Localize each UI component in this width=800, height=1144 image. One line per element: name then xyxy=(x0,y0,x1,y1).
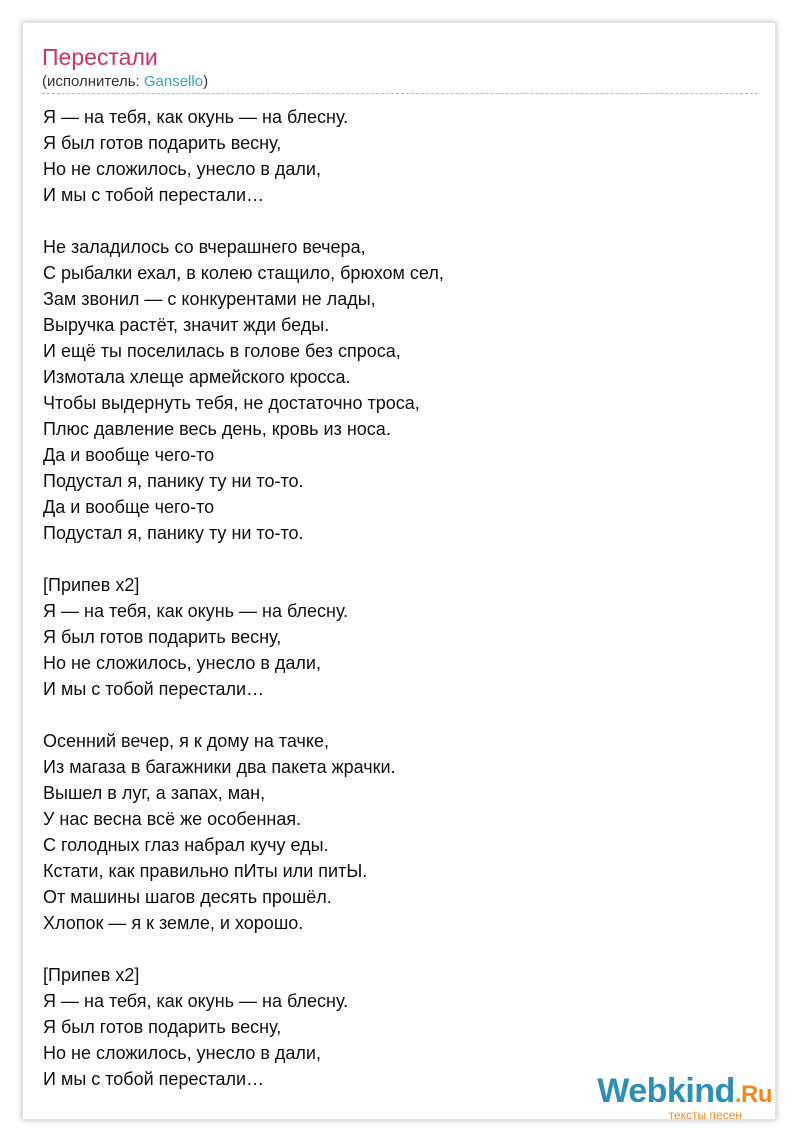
artist-link[interactable]: Gansello xyxy=(143,73,204,90)
lyric-line: Я был готов подарить весну, xyxy=(43,133,282,153)
lyric-line: Я — на тебя, как окунь — на блесну. xyxy=(43,991,349,1011)
lyric-line: Хлопок — я к земле, и хорошо. xyxy=(43,913,304,933)
lyric-line: Из магаза в багажники два пакета жрачки. xyxy=(43,757,396,777)
lyric-line: Но не сложилось, унесло в дали, xyxy=(43,159,321,179)
divider xyxy=(42,93,758,94)
lyric-line: Я — на тебя, как окунь — на блесну. xyxy=(43,601,349,621)
lyric-line: Но не сложилось, унесло в дали, xyxy=(43,653,321,673)
lyric-line: С голодных глаз набрал кучу еды. xyxy=(43,835,329,855)
lyric-line: Зам звонил — с конкурентами не лады, xyxy=(43,289,376,309)
lyric-line: Осенний вечер, я к дому на тачке, xyxy=(43,731,329,751)
lyric-line: Вышел в луг, а запах, ман, xyxy=(43,783,266,803)
lyric-line: Подустал я, панику ту ни то-то. xyxy=(43,523,304,543)
lyric-line: С рыбалки ехал, в колею стащило, брюхом сел, xyxy=(43,263,444,283)
lyric-line: Да и вообще чего-то xyxy=(43,497,215,517)
lyric-line: Выручка растёт, значит жди беды. xyxy=(43,315,330,335)
lyrics-text xyxy=(43,104,743,1092)
lyric-line: Но не сложилось, унесло в дали, xyxy=(43,1043,321,1063)
logo-tagline: тексты песен xyxy=(668,1108,742,1122)
lyric-line: Измотала хлеще армейского кросса. xyxy=(43,367,351,387)
artist-prefix: (исполнитель: xyxy=(42,73,144,90)
lyric-line: И ещё ты поселилась в голове без спроса, xyxy=(43,341,401,361)
lyric-line: Кстати, как правильно пИты или питЫ. xyxy=(43,861,368,881)
lyric-line: [Припев x2] xyxy=(43,575,140,595)
stanza-break xyxy=(43,936,743,962)
lyric-line: Да и вообще чего-то xyxy=(43,445,215,465)
stanza-break xyxy=(43,208,743,234)
song-title: Перестали xyxy=(42,44,158,70)
logo-wordmark xyxy=(597,1074,772,1112)
artist-line xyxy=(42,73,208,91)
lyric-line: От машины шагов десять прошёл. xyxy=(43,887,332,907)
logo-tld: .Ru xyxy=(734,1081,772,1108)
lyric-line: И мы с тобой перестали… xyxy=(43,679,265,699)
stanza-break xyxy=(43,702,743,728)
lyric-line: Не заладилось со вчерашнего вечера, xyxy=(43,237,366,257)
lyric-line: Я был готов подарить весну, xyxy=(43,1017,282,1037)
lyric-line: Плюс давление весь день, кровь из носа. xyxy=(43,419,391,439)
site-logo[interactable] xyxy=(597,1074,772,1122)
lyric-line: И мы с тобой перестали… xyxy=(43,185,265,205)
lyric-line: Я — на тебя, как окунь — на блесну. xyxy=(43,107,349,127)
artist-suffix: ) xyxy=(203,73,209,90)
logo-brand: Webkind xyxy=(597,1072,735,1110)
stanza-break xyxy=(43,546,743,572)
lyric-line: Я был готов подарить весну, xyxy=(43,627,282,647)
lyric-line: Чтобы выдернуть тебя, не достаточно троса, xyxy=(43,393,420,413)
lyric-line: И мы с тобой перестали… xyxy=(43,1069,265,1089)
lyric-line: [Припев x2] xyxy=(43,965,140,985)
lyric-line: Подустал я, панику ту ни то-то. xyxy=(43,471,304,491)
lyric-line: У нас весна всё же особенная. xyxy=(43,809,302,829)
